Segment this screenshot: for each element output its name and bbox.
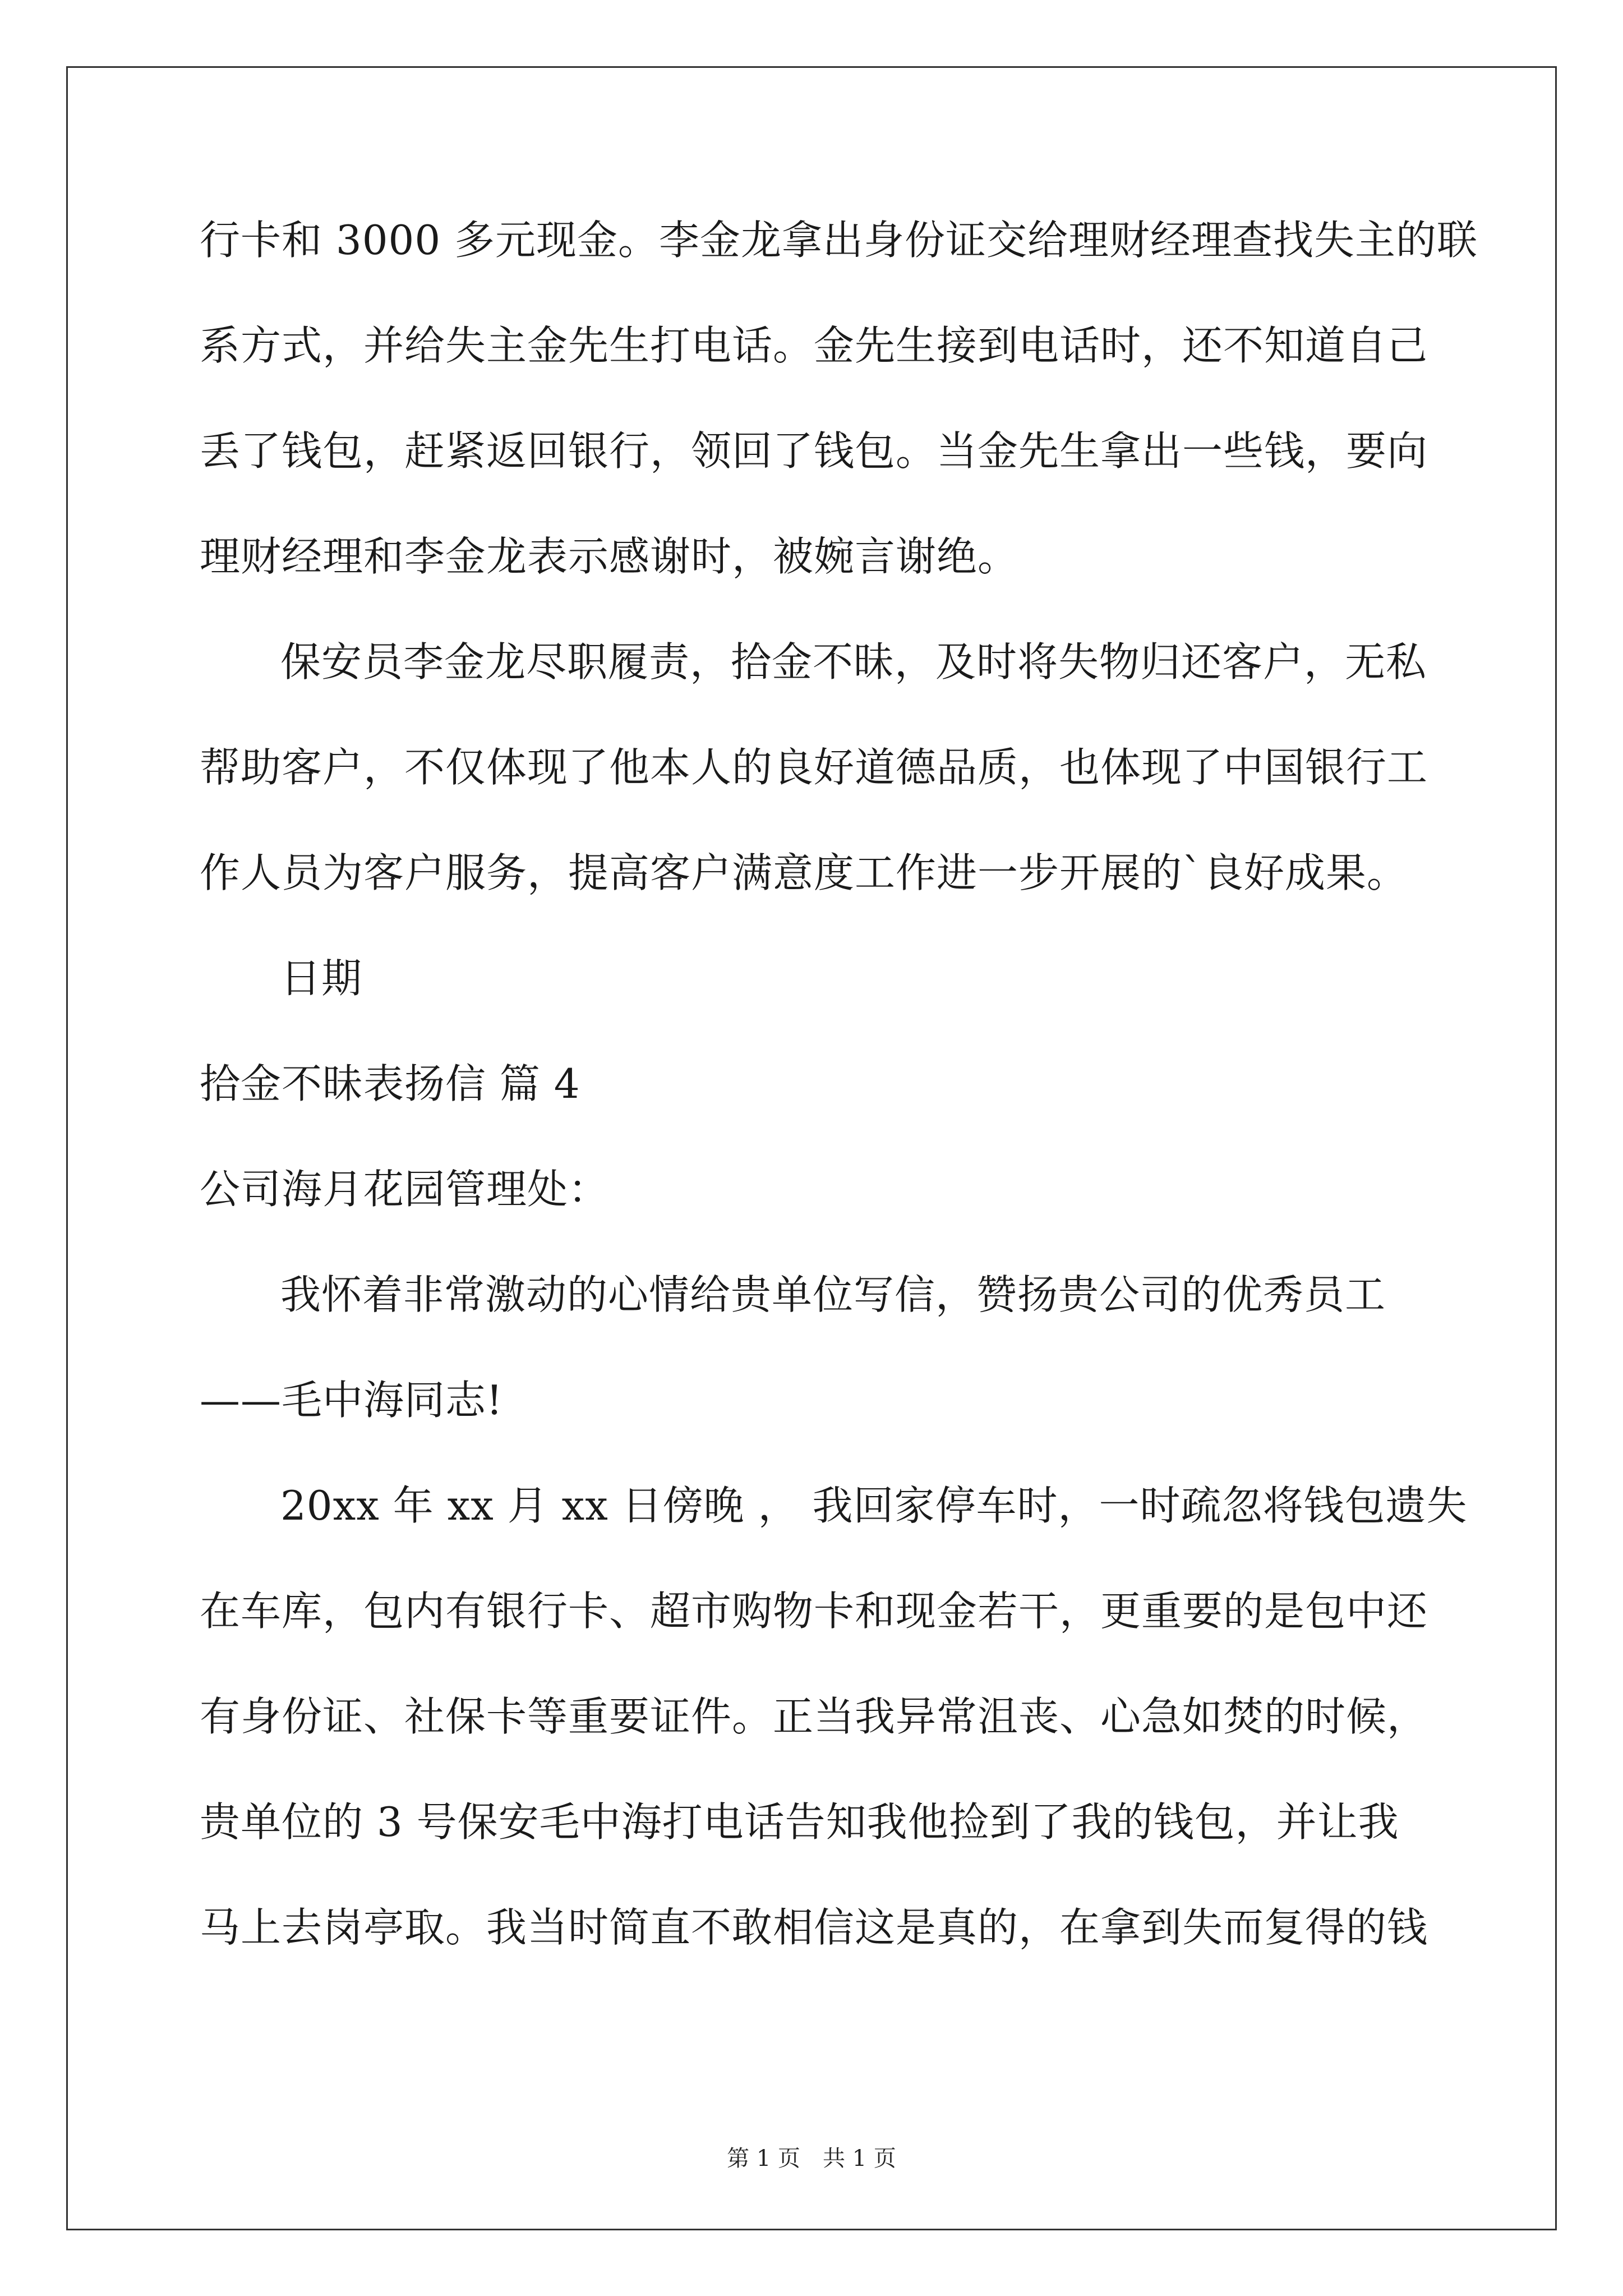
text-line-4: 理财经理和李金龙表示感谢时，被婉言谢绝。	[200, 533, 1019, 580]
text-line-13: 20xx 年 xx 月 xx 日傍晚 ， 我回家停车时，一时疏忽将钱包遗失	[280, 1482, 1468, 1529]
salutation: 公司海月花园管理处：	[200, 1166, 610, 1213]
page-footer: 第 1 页 共 1 页	[727, 2146, 896, 2171]
text-line-1: 行卡和 3000 多元现金。李金龙拿出身份证交给理财经理查找失主的联	[200, 217, 1478, 264]
text-line-17: 马上去岗亭取。我当时简直不敢相信这是真的，在拿到失而复得的钱	[200, 1904, 1428, 1951]
text-line-7: 作人员为客户服务，提高客户满意度工作进一步开展的`良好成果。	[200, 849, 1408, 896]
text-line-2: 系方式，并给失主金先生打电话。金先生接到电话时，还不知道自己	[200, 322, 1428, 369]
text-line-12: ——毛中海同志!	[200, 1377, 503, 1424]
text-line-15: 有身份证、社保卡等重要证件。正当我异常沮丧、心急如焚的时候，	[200, 1693, 1428, 1740]
text-line-14: 在车库，包内有银行卡、超市购物卡和现金若干，更重要的是包中还	[200, 1588, 1428, 1635]
text-line-3: 丢了钱包，赶紧返回银行，领回了钱包。当金先生拿出一些钱，要向	[200, 427, 1428, 475]
text-line-5: 保安员李金龙尽职履责，拾金不昧，及时将失物归还客户，无私	[280, 638, 1427, 685]
text-line-16: 贵单位的 3 号保安毛中海打电话告知我他捡到了我的钱包，并让我	[200, 1798, 1399, 1846]
text-line-11: 我怀着非常激动的心情给贵单位写信，赞扬贵公司的优秀员工	[280, 1271, 1386, 1318]
section-heading: 拾金不昧表扬信 篇 4	[200, 1060, 580, 1107]
date-line: 日期	[280, 955, 363, 1002]
text-line-6: 帮助客户，不仅体现了他本人的良好道德品质，也体现了中国银行工	[200, 744, 1428, 791]
